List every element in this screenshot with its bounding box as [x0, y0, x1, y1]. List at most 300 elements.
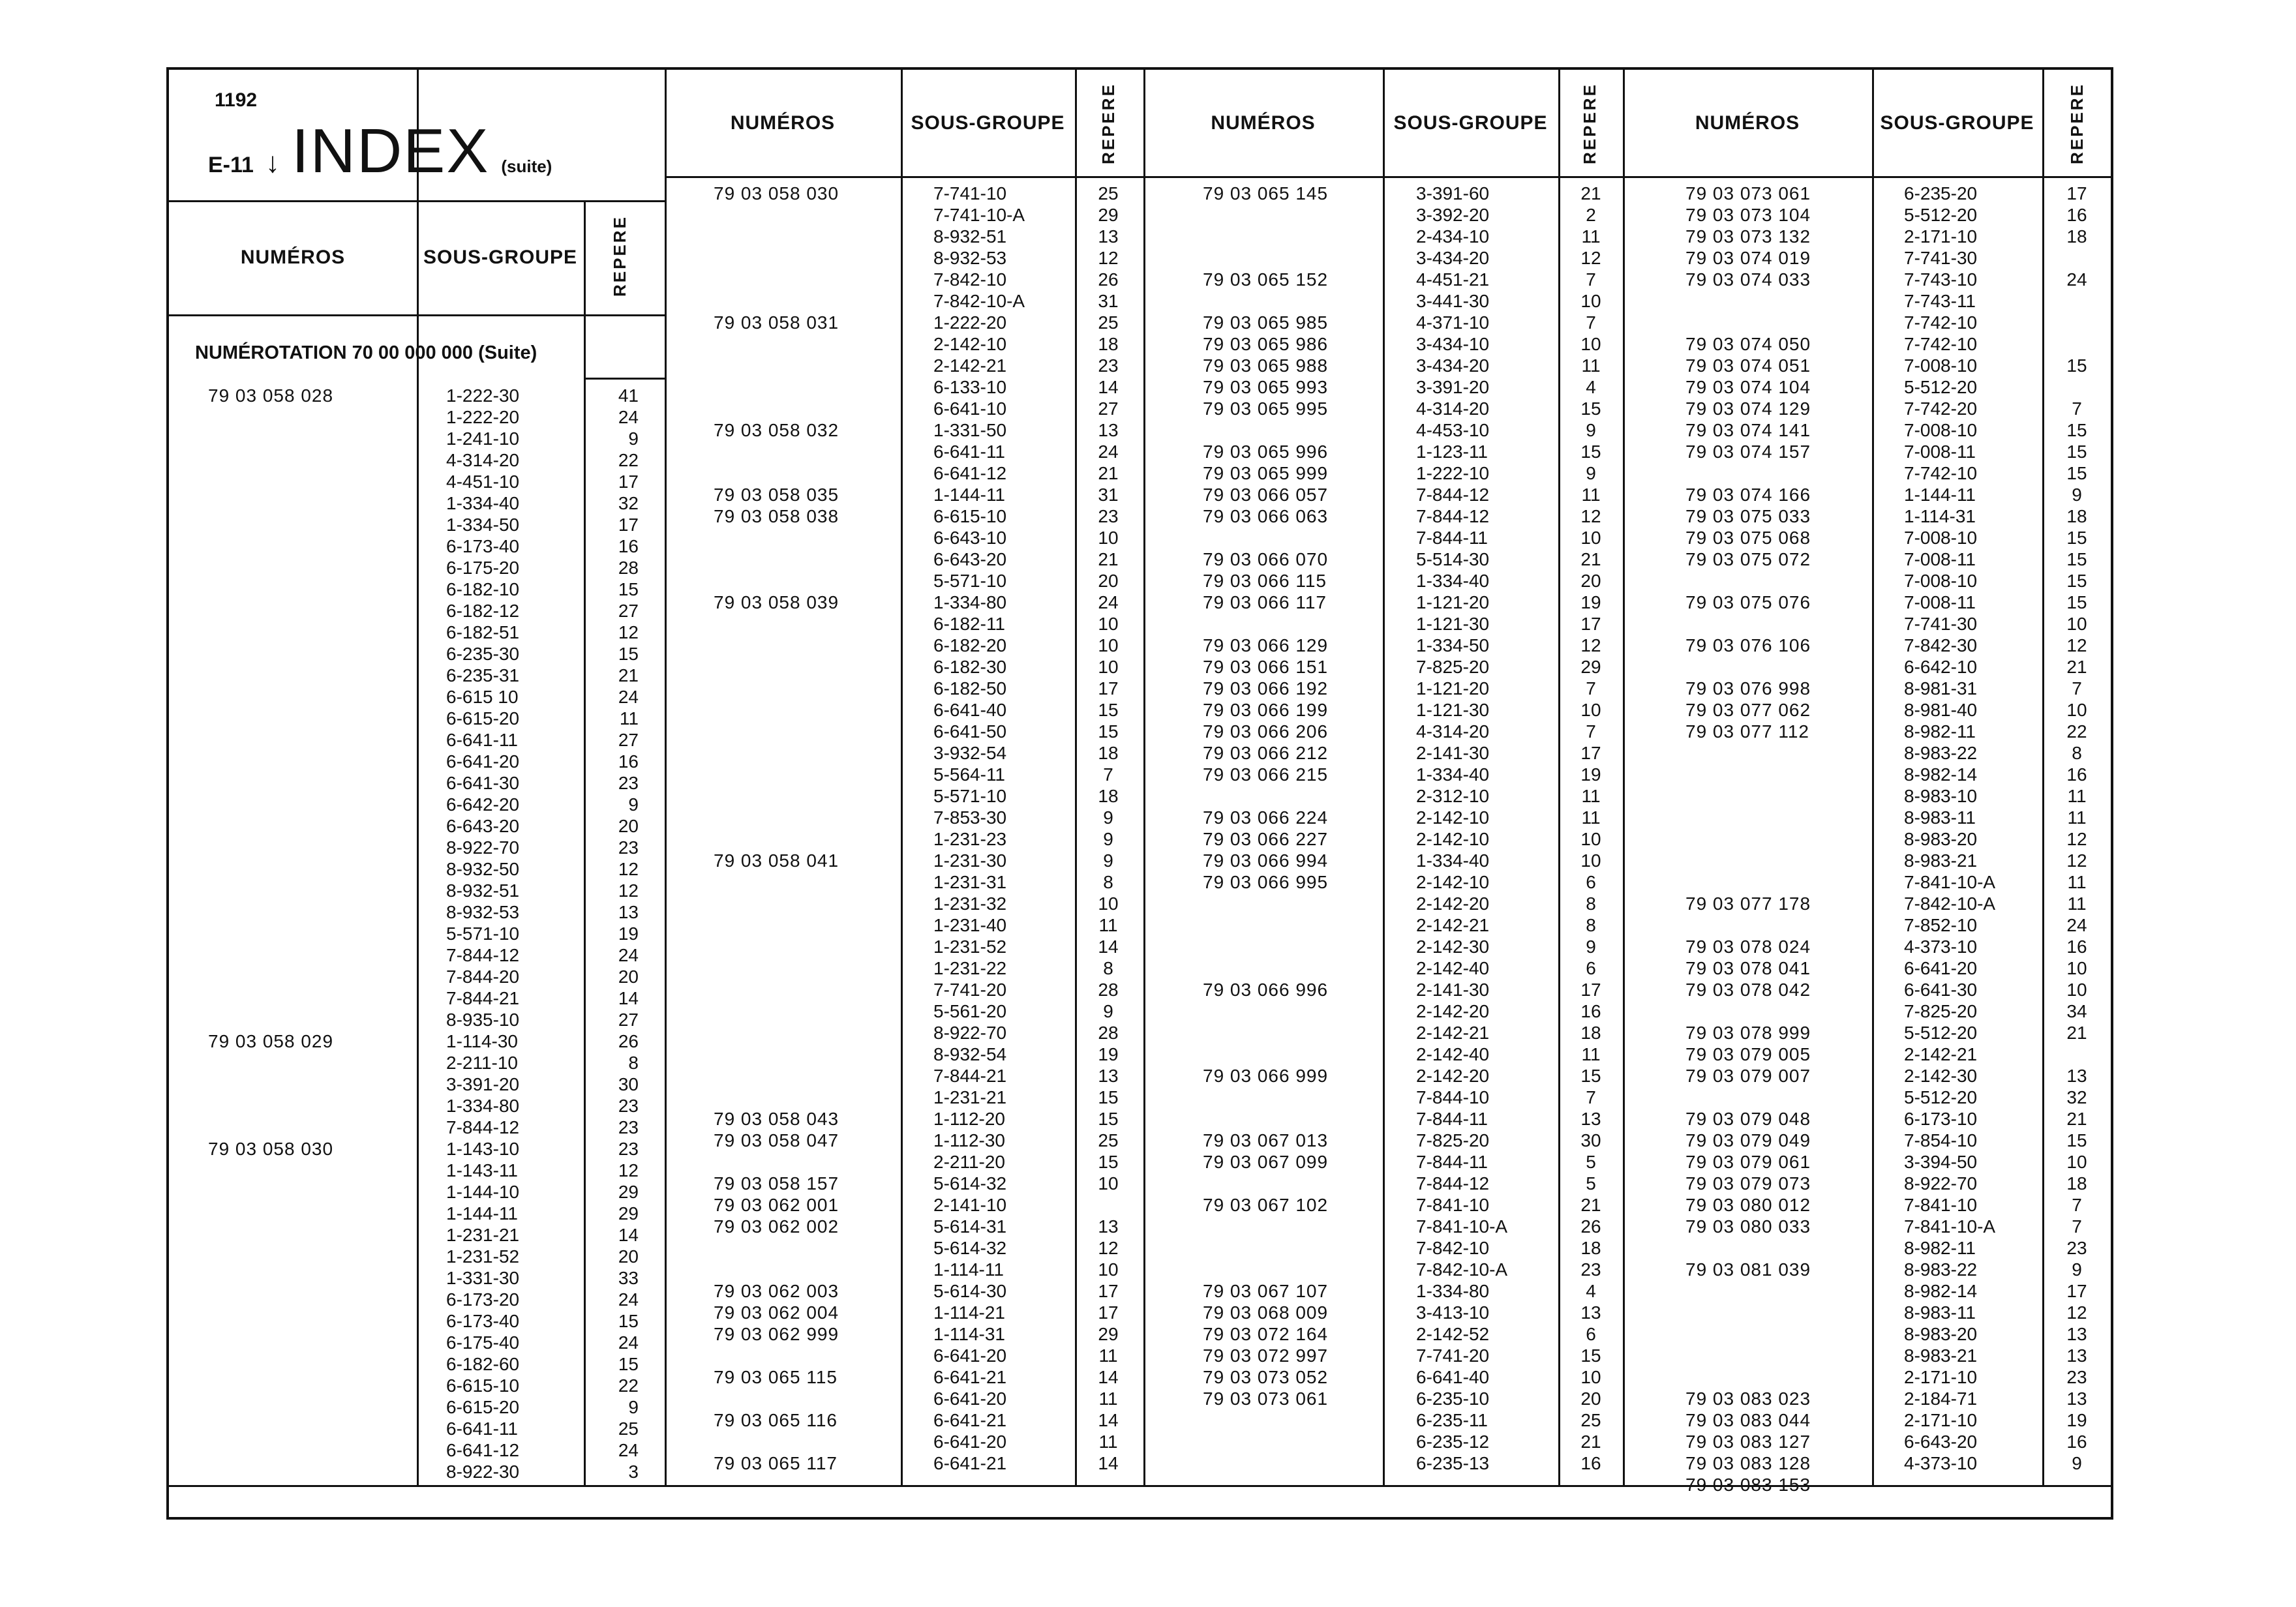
section-code: E-11 — [208, 153, 254, 177]
part-number: 79 03 074 050 — [1685, 334, 1811, 354]
part-number — [208, 1203, 417, 1224]
sous-groupe-code: 6-641-11 — [446, 1419, 519, 1439]
sous-groupe-code: 3-932-54 — [933, 743, 1007, 763]
repere-value: 8 — [1103, 958, 1113, 978]
part-number — [208, 471, 417, 492]
part-number: 79 03 078 041 — [1685, 958, 1811, 978]
sous-groupe-code: 3-394-50 — [1904, 1152, 1978, 1172]
part-number — [714, 1000, 896, 1022]
repere-value: 10 — [1580, 528, 1601, 548]
part-number: 79 03 074 129 — [1685, 398, 1811, 419]
part-number — [1685, 764, 1868, 785]
repere-value: 10 — [2066, 980, 2087, 1000]
repere-value: 9 — [2072, 1453, 2082, 1473]
part-number — [208, 1439, 417, 1461]
part-number: 79 03 083 044 — [1685, 1410, 1811, 1430]
repere-value: 11 — [1581, 786, 1601, 806]
part-number — [1203, 1259, 1379, 1280]
sous-groupe-code: 7-741-20 — [1416, 1345, 1490, 1366]
repere-value: 6 — [1586, 1324, 1596, 1344]
part-number — [208, 1461, 417, 1482]
repere-value: 30 — [618, 1074, 639, 1094]
sous-groupe-code: 5-571-10 — [933, 571, 1007, 591]
repere-value: 16 — [618, 536, 639, 556]
part-number — [1203, 247, 1379, 269]
part-number: 79 03 076 106 — [1685, 635, 1811, 655]
sous-groupe-code: 2-142-40 — [1416, 958, 1490, 978]
sous-groupe-code: 6-235-10 — [1416, 1389, 1490, 1409]
part-number — [1203, 1044, 1379, 1065]
repere-value: 23 — [2066, 1238, 2087, 1258]
sous-groupe-code: 8-935-10 — [446, 1010, 520, 1030]
sous-groupe-code: 1-144-11 — [446, 1203, 519, 1224]
repere-value: 10 — [1098, 635, 1119, 655]
repere-value: 11 — [2067, 786, 2087, 806]
repere-value: 10 — [1098, 528, 1119, 548]
part-number: 79 03 058 047 — [714, 1130, 839, 1150]
repere-value: 6 — [1586, 872, 1596, 892]
part-number: 79 03 074 166 — [1685, 485, 1811, 505]
sous-groupe-code: 6-615-10 — [933, 506, 1007, 526]
header-numeros-3: NUMÉROS — [1695, 112, 1800, 134]
repere-value: 20 — [618, 1246, 639, 1267]
sous-groupe-code: 1-123-11 — [1416, 442, 1488, 462]
repere-value: 7 — [1586, 1087, 1596, 1107]
sous-groupe-code: 4-373-10 — [1904, 1453, 1978, 1473]
sous-groupe-code: 6-182-51 — [446, 622, 520, 642]
col0-sous-groupe — [446, 385, 577, 1482]
part-number: 79 03 078 999 — [1685, 1023, 1811, 1043]
repere-value: 20 — [1098, 571, 1119, 591]
part-number — [1685, 570, 1868, 592]
part-number: 79 03 066 063 — [1203, 506, 1329, 526]
part-number — [714, 1431, 896, 1452]
part-number: 79 03 080 033 — [1685, 1216, 1811, 1237]
part-number — [714, 290, 896, 312]
sous-groupe-code: 7-742-10 — [1904, 334, 1978, 354]
part-number: 79 03 072 997 — [1203, 1345, 1329, 1366]
col2-repere — [1565, 183, 1617, 1474]
repere-value — [2051, 247, 2103, 269]
sous-groupe-code: 6-641-10 — [933, 398, 1007, 419]
part-number — [714, 333, 896, 355]
repere-value: 17 — [1580, 980, 1601, 1000]
part-number — [208, 428, 417, 449]
sous-groupe-code: 6-641-40 — [933, 700, 1007, 720]
part-number: 79 03 073 104 — [1685, 205, 1811, 225]
sous-groupe-code: 8-983-21 — [1904, 1345, 1978, 1366]
sous-groupe-code: 7-841-10-A — [1904, 872, 1996, 892]
repere-value: 19 — [618, 924, 639, 944]
sous-groupe-code: 6-642-20 — [446, 794, 520, 815]
part-number — [1685, 1237, 1868, 1259]
repere-value: 9 — [1103, 850, 1113, 871]
col3-numeros — [1685, 183, 1868, 1495]
repere-value: 15 — [2066, 571, 2087, 591]
sous-groupe-code: 7-008-10 — [1904, 355, 1978, 376]
repere-value: 16 — [2066, 764, 2087, 785]
sous-groupe-code: 1-114-21 — [933, 1302, 1006, 1323]
sous-groupe-code: 6-641-40 — [1416, 1367, 1490, 1387]
sous-groupe-code: 3-392-20 — [1416, 205, 1490, 225]
sous-groupe-code: 2-211-10 — [446, 1053, 519, 1073]
sous-groupe-code: 2-142-10 — [1416, 829, 1490, 849]
repere-value: 21 — [2066, 1023, 2087, 1043]
sous-groupe-code: 6-641-21 — [933, 1367, 1007, 1387]
repere-value: 11 — [1581, 807, 1601, 828]
sous-groupe-code: 2-141-30 — [1416, 980, 1490, 1000]
sous-groupe-code: 7-852-10 — [1904, 915, 1978, 935]
repere-value: 11 — [1581, 226, 1601, 247]
sous-groupe-code: 7-741-10-A — [933, 205, 1025, 225]
repere-value: 12 — [1098, 248, 1119, 268]
repere-value: 34 — [2066, 1001, 2087, 1021]
repere-value: 25 — [618, 1419, 639, 1439]
sous-groupe-code: 1-231-21 — [446, 1225, 520, 1245]
part-number: 79 03 079 049 — [1685, 1130, 1811, 1150]
sous-groupe-code: 1-231-40 — [933, 915, 1007, 935]
part-number — [1203, 613, 1379, 635]
repere-value: 21 — [2066, 657, 2087, 677]
sous-groupe-code: 7-844-11 — [1416, 528, 1488, 548]
sous-groupe-code: 1-114-31 — [1904, 506, 1976, 526]
repere-value: 7 — [2072, 1216, 2082, 1237]
header-repere-1: REPERE — [1098, 83, 1118, 164]
sous-groupe-code: 5-512-20 — [1904, 1023, 1978, 1043]
sous-groupe-code: 1-231-52 — [933, 937, 1007, 957]
part-number — [714, 742, 896, 764]
part-number — [208, 1353, 417, 1375]
repere-value: 24 — [2066, 915, 2087, 935]
part-number: 79 03 058 031 — [714, 312, 839, 333]
sous-groupe-code: 6-615-10 — [446, 1375, 520, 1396]
repere-value: 11 — [2067, 894, 2087, 914]
repere-value: 23 — [618, 1096, 639, 1116]
sous-groupe-code: 7-842-10-A — [1904, 894, 1996, 914]
repere-value: 10 — [2066, 958, 2087, 978]
sous-groupe-code: 2-142-10 — [933, 334, 1007, 354]
part-number — [1203, 936, 1379, 957]
repere-value: 4 — [1586, 1281, 1596, 1301]
sous-groupe-code: 7-853-30 — [933, 807, 1007, 828]
sous-groupe-code: 7-008-10 — [1904, 571, 1978, 591]
repere-value: 3 — [628, 1462, 639, 1482]
sous-groupe-code: 8-932-53 — [446, 902, 520, 922]
repere-value: 28 — [1098, 1023, 1119, 1043]
part-number: 79 03 065 117 — [714, 1453, 838, 1473]
part-number: 79 03 067 099 — [1203, 1152, 1329, 1172]
repere-value: 10 — [1580, 334, 1601, 354]
repere-value: 9 — [1586, 420, 1596, 440]
sous-groupe-code: 6-182-12 — [446, 601, 520, 621]
repere-value: 9 — [1586, 937, 1596, 957]
part-number — [1203, 226, 1379, 247]
repere-value: 24 — [618, 1289, 639, 1310]
repere-value: 41 — [618, 385, 639, 406]
part-number — [208, 1246, 417, 1267]
sous-groupe-code: 2-142-10 — [1416, 807, 1490, 828]
sous-groupe-code: 6-182-30 — [933, 657, 1007, 677]
sous-groupe-code: 3-441-30 — [1416, 291, 1490, 311]
repere-value: 18 — [2066, 226, 2087, 247]
sous-groupe-code: 2-171-10 — [1904, 1367, 1978, 1387]
part-number — [714, 269, 896, 290]
part-number: 79 03 066 227 — [1203, 829, 1329, 849]
sous-groupe-code: 6-641-30 — [446, 773, 520, 793]
repere-value: 10 — [2066, 1152, 2087, 1172]
sous-groupe-code: 4-314-20 — [446, 450, 520, 470]
repere-value: 17 — [1098, 1302, 1119, 1323]
sous-groupe-code: 1-334-40 — [1416, 764, 1490, 785]
part-number: 79 03 079 007 — [1685, 1066, 1811, 1086]
part-number — [1685, 1323, 1868, 1345]
part-number: 79 03 058 157 — [714, 1173, 839, 1194]
repere-value: 17 — [1580, 743, 1601, 763]
sous-groupe-code: 1-222-20 — [446, 407, 520, 427]
header-numeros-left: NUMÉROS — [240, 246, 346, 268]
part-number — [208, 1289, 417, 1310]
sous-groupe-code: 1-114-30 — [446, 1031, 519, 1051]
repere-value — [2051, 376, 2103, 398]
repere-value: 26 — [1580, 1216, 1601, 1237]
sous-groupe-code: 7-844-20 — [446, 967, 520, 987]
part-number — [1203, 1409, 1379, 1431]
sous-groupe-code: 6-235-12 — [1416, 1432, 1490, 1452]
part-number — [714, 1022, 896, 1044]
sous-groupe-code: 5-571-10 — [446, 924, 520, 944]
part-number: 79 03 066 070 — [1203, 549, 1329, 569]
part-number: 79 03 072 164 — [1203, 1324, 1329, 1344]
repere-value: 7 — [1586, 678, 1596, 698]
sous-groupe-code: 6-182-10 — [446, 579, 520, 599]
sous-groupe-code: 8-922-70 — [446, 837, 520, 858]
sous-groupe-code: 8-932-51 — [446, 880, 520, 901]
part-number — [714, 656, 896, 678]
part-number: 79 03 075 072 — [1685, 549, 1811, 569]
part-number: 79 03 058 030 — [208, 1139, 334, 1159]
col3-repere — [2051, 183, 2103, 1474]
sous-groupe-code: 6-182-20 — [933, 635, 1007, 655]
repere-value: 11 — [1098, 1389, 1118, 1409]
sous-groupe-code: 1-144-11 — [1904, 485, 1976, 505]
part-number — [208, 622, 417, 643]
repere-value: 11 — [2067, 807, 2087, 828]
repere-value: 12 — [618, 1160, 639, 1180]
sous-groupe-code: 5-614-32 — [933, 1173, 1007, 1194]
sous-groupe-code: 1-231-32 — [933, 894, 1007, 914]
sous-groupe-code: 7-008-11 — [1904, 442, 1976, 462]
part-number — [714, 527, 896, 548]
part-number: 79 03 058 043 — [714, 1109, 839, 1129]
part-number — [714, 613, 896, 635]
part-number: 79 03 065 152 — [1203, 269, 1329, 290]
part-number — [714, 785, 896, 807]
sous-groupe-code: 5-614-30 — [933, 1281, 1007, 1301]
sous-groupe-code: 6-641-11 — [446, 730, 519, 750]
part-number: 79 03 065 996 — [1203, 442, 1329, 462]
part-number — [208, 708, 417, 729]
sous-groupe-code: 8-983-10 — [1904, 786, 1978, 806]
part-number: 79 03 073 061 — [1203, 1389, 1329, 1409]
part-number — [714, 226, 896, 247]
repere-value: 23 — [1580, 1259, 1601, 1280]
repere-value: 8 — [1586, 915, 1596, 935]
part-number — [208, 578, 417, 600]
repere-value: 18 — [1098, 334, 1119, 354]
part-number: 79 03 076 998 — [1685, 678, 1811, 698]
part-number — [714, 570, 896, 592]
repere-value: 11 — [1098, 1345, 1118, 1366]
repere-value: 21 — [618, 665, 639, 685]
sous-groupe-code: 6-615-20 — [446, 708, 520, 728]
repere-value: 15 — [1580, 1066, 1601, 1086]
sous-groupe-code: 2-142-21 — [1416, 1023, 1490, 1043]
repere-value: 10 — [1580, 700, 1601, 720]
sous-groupe-code: 8-983-20 — [1904, 1324, 1978, 1344]
part-number — [714, 355, 896, 376]
repere-value: 7 — [2072, 678, 2082, 698]
part-number — [208, 1418, 417, 1439]
sous-groupe-code: 2-141-10 — [933, 1195, 1007, 1215]
sous-groupe-code: 6-173-10 — [1904, 1109, 1978, 1129]
repere-value: 9 — [628, 1397, 639, 1417]
page-number: 1192 — [215, 89, 258, 111]
sous-groupe-code: 8-981-40 — [1904, 700, 1978, 720]
sous-groupe-code: 8-932-50 — [446, 859, 520, 879]
part-number: 79 03 066 129 — [1203, 635, 1329, 655]
sous-groupe-code: 7-844-12 — [446, 945, 520, 965]
sous-groupe-code: 7-844-12 — [1416, 506, 1490, 526]
repere-value: 19 — [1580, 764, 1601, 785]
part-number — [1685, 850, 1868, 871]
sous-groupe-code: 6-641-20 — [933, 1432, 1007, 1452]
repere-value: 15 — [618, 644, 639, 664]
part-number: 79 03 066 995 — [1203, 872, 1329, 892]
repere-value: 14 — [618, 988, 639, 1008]
part-number: 79 03 068 009 — [1203, 1302, 1329, 1323]
part-number — [208, 665, 417, 686]
sous-groupe-code: 6-641-20 — [933, 1389, 1007, 1409]
repere-value: 21 — [1580, 1432, 1601, 1452]
sous-groupe-code: 6-641-11 — [933, 442, 1006, 462]
sous-groupe-code: 2-142-52 — [1416, 1324, 1490, 1344]
repere-value: 11 — [1098, 915, 1118, 935]
part-number: 79 03 083 023 — [1685, 1389, 1811, 1409]
repere-value: 30 — [1580, 1130, 1601, 1150]
part-number: 79 03 079 005 — [1685, 1044, 1811, 1064]
part-number — [1203, 1087, 1379, 1108]
sous-groupe-code: 1-334-80 — [1416, 1281, 1490, 1301]
part-number — [208, 966, 417, 987]
repere-value: 12 — [1580, 506, 1601, 526]
repere-value: 7 — [1103, 764, 1113, 785]
repere-value: 15 — [1580, 398, 1601, 419]
repere-value: 27 — [1098, 398, 1119, 419]
repere-value: 17 — [2066, 1281, 2087, 1301]
part-number: 79 03 083 127 — [1685, 1432, 1811, 1452]
repere-value: 10 — [1098, 1173, 1119, 1194]
repere-value — [2051, 333, 2103, 355]
part-number: 79 03 065 986 — [1203, 334, 1329, 354]
sous-groupe-code: 1-334-40 — [1416, 850, 1490, 871]
repere-value: 23 — [618, 773, 639, 793]
sous-groupe-code: 1-114-31 — [933, 1324, 1006, 1344]
repere-value: 29 — [1580, 657, 1601, 677]
part-number: 79 03 058 041 — [714, 850, 839, 871]
sous-groupe-code: 4-453-10 — [1416, 420, 1490, 440]
sous-groupe-code: 6-175-20 — [446, 558, 520, 578]
repere-value: 13 — [2066, 1066, 2087, 1086]
repere-value: 13 — [2066, 1324, 2087, 1344]
repere-value: 26 — [1098, 269, 1119, 290]
repere-value: 13 — [1098, 226, 1119, 247]
repere-value: 23 — [1098, 355, 1119, 376]
part-number: 79 03 075 033 — [1685, 506, 1811, 526]
repere-value: 28 — [1098, 980, 1119, 1000]
sous-groupe-code: 1-143-11 — [446, 1160, 519, 1180]
part-number — [208, 449, 417, 471]
sous-groupe-code: 7-008-11 — [1904, 592, 1976, 612]
sous-groupe-code: 7-742-10 — [1904, 463, 1978, 483]
sous-groupe-code: 2-141-30 — [1416, 743, 1490, 763]
header-sous-groupe-3: SOUS-GROUPE — [1880, 112, 2034, 134]
header-sous-groupe-left: SOUS-GROUPE — [423, 246, 578, 268]
repere-value: 2 — [1586, 205, 1596, 225]
part-number — [208, 1181, 417, 1203]
repere-value: 24 — [618, 687, 639, 707]
sous-groupe-code: 3-434-20 — [1416, 355, 1490, 376]
part-number: 79 03 079 061 — [1685, 1152, 1811, 1172]
repere-value: 18 — [1098, 786, 1119, 806]
part-number — [1203, 957, 1379, 979]
sous-groupe-code: 1-334-40 — [446, 493, 520, 513]
repere-value: 26 — [618, 1031, 639, 1051]
sous-groupe-code: 7-844-11 — [1416, 1152, 1488, 1172]
repere-value: 16 — [618, 751, 639, 772]
repere-value: 11 — [1581, 485, 1601, 505]
sous-groupe-code: 2-184-71 — [1904, 1389, 1978, 1409]
part-number — [714, 1259, 896, 1280]
part-number: 79 03 073 052 — [1203, 1367, 1329, 1387]
part-number: 79 03 065 985 — [1203, 312, 1329, 333]
part-number — [714, 398, 896, 419]
sous-groupe-code: 1-144-10 — [446, 1182, 520, 1202]
repere-value: 29 — [1098, 1324, 1119, 1344]
repere-value: 15 — [1098, 1109, 1119, 1129]
header-sous-groupe-1: SOUS-GROUPE — [911, 112, 1065, 134]
col0-numeros — [208, 385, 417, 1482]
repere-value: 10 — [1580, 850, 1601, 871]
sous-groupe-code: 5-512-20 — [1904, 205, 1978, 225]
sous-groupe-code: 6-641-50 — [933, 721, 1007, 742]
part-number: 79 03 074 104 — [1685, 377, 1811, 397]
repere-value: 14 — [1098, 377, 1119, 397]
sous-groupe-code: 1-331-50 — [933, 420, 1007, 440]
repere-value: 10 — [1098, 1259, 1119, 1280]
part-number: 79 03 073 132 — [1685, 226, 1811, 247]
repere-value: 12 — [618, 622, 639, 642]
part-number: 79 03 062 004 — [714, 1302, 839, 1323]
sous-groupe-code: 5-564-11 — [933, 764, 1006, 785]
repere-value: 16 — [1580, 1453, 1601, 1473]
sous-groupe-code: 2-434-10 — [1416, 226, 1490, 247]
col1-repere — [1082, 183, 1134, 1474]
repere-value: 13 — [2066, 1345, 2087, 1366]
part-number — [208, 1267, 417, 1289]
part-number — [1203, 1173, 1379, 1194]
part-number — [208, 686, 417, 708]
repere-value: 10 — [1098, 894, 1119, 914]
